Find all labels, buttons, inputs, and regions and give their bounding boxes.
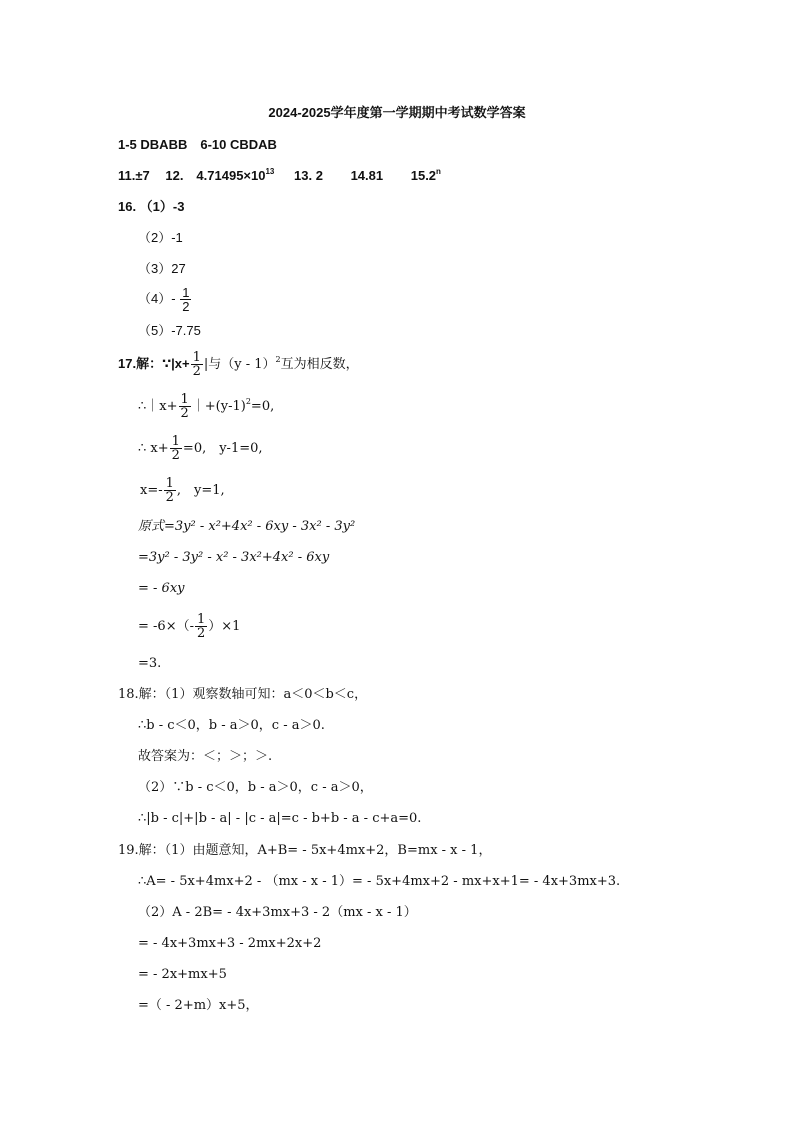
answer-15: 15.2 [410,168,437,183]
q19-line5: = - 2x+mx+5 [138,967,227,982]
q17-heading-start: 17.解：∵|x+ [118,356,190,371]
fraction-one-half: $\frac{1}{2}$ [182,285,190,315]
q18-line3: 故答案为：＜；＞；＞. [138,749,273,764]
q17-step2-end: =0, [250,399,275,414]
q17-step8-start: = -6×（- [138,619,194,634]
q17-step3-start: ∴ x+ [138,441,169,456]
q17-step8-end: ）×1 [208,619,241,634]
q19-line6: =（ - 2+m）x+5， [138,998,259,1013]
q17-step2-start: ∴｜x+ [138,399,178,414]
answer-11: 11.±7 [118,168,150,183]
q19-line1: 19.解：（1）由题意知，A+B= - 5x+4mx+2，B=mx - x - 1， [118,843,492,858]
q17-result: =3. [138,656,162,671]
fraction-one-half: $\frac{1}{2}$ [165,476,174,505]
fraction-one-half: $\frac{1}{2}$ [171,434,180,463]
answer-14: 14.81 [350,168,384,183]
q18-line1: 18.解：（1）观察数轴可知：a＜0＜b＜c， [118,687,368,702]
fraction-one-half: $\frac{1}{2}$ [180,392,189,421]
q17-substitute [138,612,240,642]
q17-step-sum-zero [138,392,274,422]
q19-line4: = - 4x+3mx+3 - 2mx+2x+2 [138,936,322,951]
answer-12: 12. 4.71495×10 [165,168,266,183]
square-exponent: 2 [275,355,281,364]
q16-part4 [138,284,192,314]
q17-step4-end: , y=1, [176,483,225,498]
q17-heading [118,349,359,380]
q17-simplify-2: = - 6xy [138,581,185,596]
answer-15-exponent: n [436,167,441,176]
fill-answers [118,168,441,184]
square-exponent: 2 [245,397,251,406]
q17-step-solution [140,476,225,506]
q19-line3: （2）A - 2B= - 4x+3mx+3 - 2（mx - x - 1） [138,905,417,920]
q17-step3-end: =0, y-1=0, [182,441,263,456]
q16-part5: （5）-7.75 [138,323,201,338]
page-title: 2024-2025学年度第一学期期中考试数学答案 [268,105,526,120]
q19-line2: ∴A= - 5x+4mx+2 - （mx - x - 1）= - 5x+4mx+2 - mx+x+1= - 4x+3mx+3. [138,874,621,889]
fraction-one-half: $\frac{1}{2}$ [196,612,206,641]
q17-step2-mid: ｜+(y-1) [191,399,246,414]
q17-step-each-zero [138,434,263,464]
q17-step4-start: x=- [140,483,163,498]
q16-part3: （3）27 [138,261,186,276]
q17-expression: 原式=3y² - x²+4x² - 6xy - 3x² - 3y² [138,519,356,534]
answer-12-exponent: 13 [265,167,275,176]
q18-line5: ∴|b - c|+|b - a| - |c - a|=c - b+b - a - c+a=0. [138,811,422,826]
q16-part4-prefix: （4）- [138,291,176,306]
q16-part2: （2）-1 [138,230,183,245]
q16-part1: 16. （1）-3 [118,199,185,214]
choice-answers: 1-5 DBABB 6-10 CBDAB [118,137,277,152]
q17-heading-end: 互为相反数， [280,357,359,372]
fraction-one-half: $\frac{1}{2}$ [192,350,201,379]
answer-13: 13. 2 [294,168,323,183]
q18-line2: ∴b - c＜0，b - a＞0，c - a＞0. [138,718,325,733]
q17-heading-mid: |与（y - 1） [203,357,276,372]
q17-simplify-1: =3y² - 3y² - x² - 3x²+4x² - 6xy [138,550,330,565]
q18-line4: （2）∵b - c＜0，b - a＞0，c - a＞0， [138,780,373,795]
